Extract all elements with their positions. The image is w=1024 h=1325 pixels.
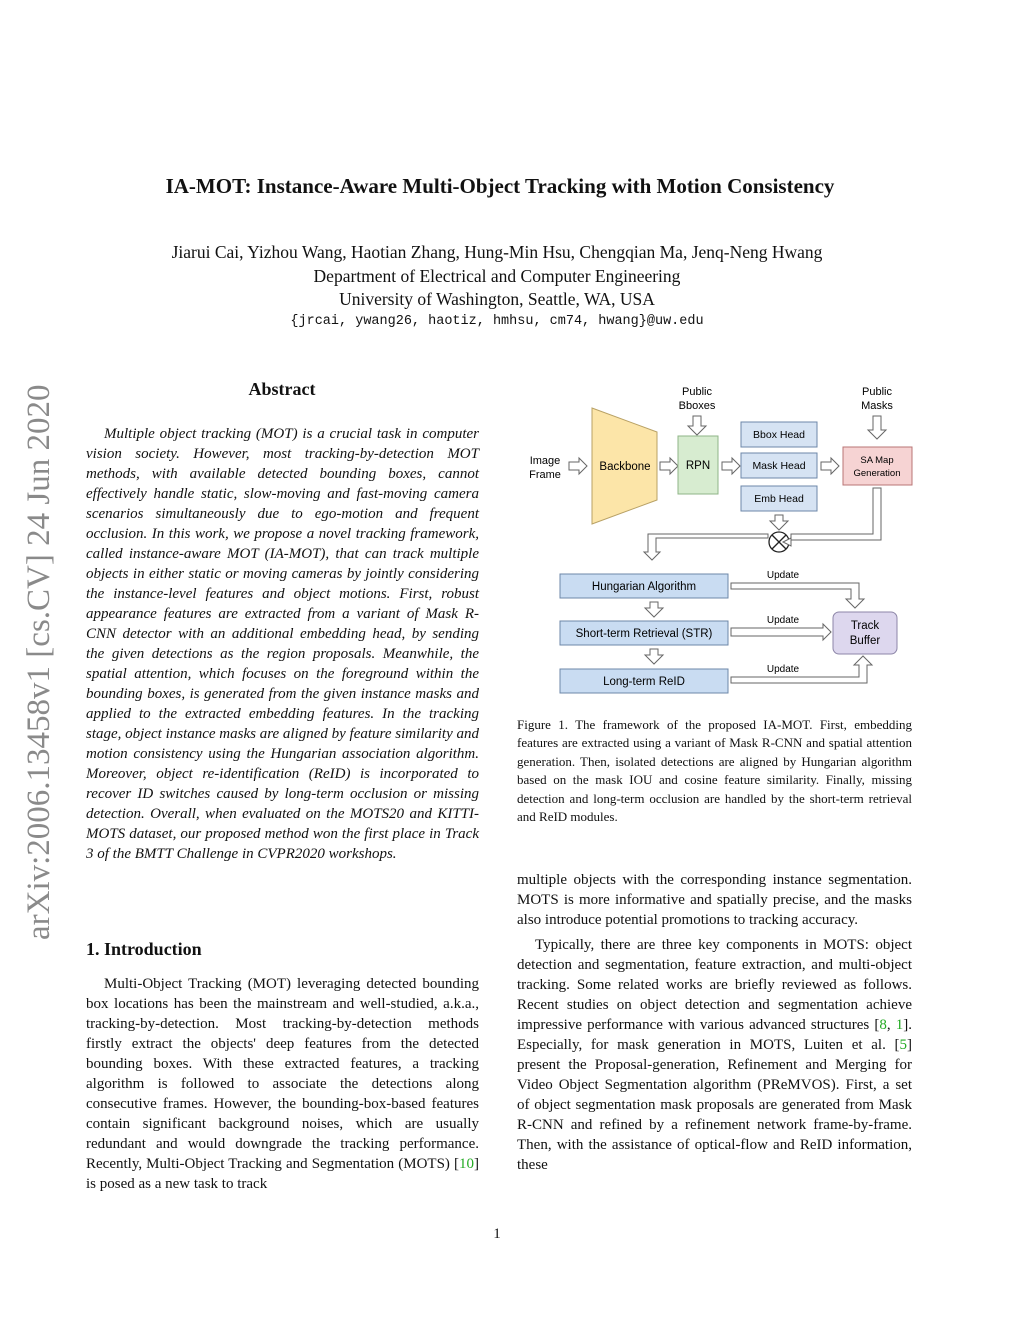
- emb-head-label: Emb Head: [754, 493, 804, 505]
- page-number: 1: [493, 1226, 501, 1242]
- mask-head-label: Mask Head: [752, 460, 806, 472]
- abstract-body: [86, 424, 479, 864]
- abstract-text: Multiple object tracking (MOT) is a crucial task in computer vision society. However, most tracking-by-detection MOT methods, with available detected bounding boxes, cannot effectively handle static, slow-moving and fast-moving camera scenarios simultaneously due to ego-motion and frequent occlusion. In this work, we propose a novel tracking framework, called instance-aware MOT (IA-MOT), that can track multiple objects in either static or moving cameras by jointly considering the instance-level features and object motions. First, robust appearance features are extracted from a variant of Mask R-CNN detector with an additional embedding head, by sending the given detections as the region proposals. Meanwhile, the spatial attention, which focuses on the foreground within the bounding boxes, is generated from the given instance masks and applied to the extracted embedding features. In the tracking stage, object instance masks are aligned by feature similarity and motion consistency using the Hungarian association algorithm. Moreover, object re-identification (ReID) is incorporated to recover ID switches caused by long-term occlusion or missing detection. Overall, when evaluated on the MOTS20 and KITTI-MOTS dataset, our proposed method won the first place in Track 3 of the BMTT Challenge in CVPR2020 workshops.: [86, 426, 479, 862]
- affiliation-department: Department of Electrical and Computer Engineering: [313, 265, 681, 286]
- update-label: Update: [766, 664, 800, 675]
- arxiv-identifier: arXiv:2006.13458v1 [cs.CV] 24 Jun 2020: [21, 384, 57, 940]
- right-arrow-icon: [569, 458, 587, 474]
- str-label: Short-term Retrieval (STR): [575, 628, 713, 640]
- affiliation-university: University of Washington, Seattle, WA, USA: [339, 289, 655, 309]
- track-buffer-label-2: Buffer: [849, 635, 881, 647]
- citation-link[interactable]: 1: [895, 1017, 904, 1033]
- down-arrow-icon: [645, 649, 663, 664]
- down-arrow-icon: [770, 515, 788, 530]
- figure-caption: [517, 716, 912, 826]
- public-masks-label-2: Masks: [861, 400, 893, 412]
- sa-map-label-2: Generation: [853, 468, 901, 479]
- track-buffer-label: Track: [850, 620, 880, 632]
- hungarian-label: Hungarian Algorithm: [591, 581, 697, 593]
- figure-caption-text: Figure 1. The framework of the proposed IA-MOT. First, embedding features are extracted using a variant of Mask R-CNN and spatial attention generation. Then, isolated detections are aligned by Hungarian algorithm based on the mask IOU and cosine feature similarity. Finally, missing detection and long-term occlusion are handled by the short-term retrieval and ReID modules.: [517, 717, 912, 825]
- citation-link[interactable]: 8: [879, 1017, 887, 1033]
- intro-paragraph-2: Typically, there are three key components in MOTS: object detection and segmentation, feature extraction, and multi-object tracking. Some related works are briefly reviewed as follows. Recent studies on object detection and segmentation achieve impressive performance with various advanced structures [8, 1]. Especially, for mask generation in MOTS, Luiten et al. [5] present the Proposal-generation, Refinement and Merging for Video Object Segmentation algorithm (PReMVOS). First, a set of object segmentation mask proposals are generated from Mask R-CNN and refined by a refinement network frame-by-frame. Then, with the assistance of optical-flow and ReID information, these: [517, 937, 912, 1173]
- bent-down-arrow-icon: [644, 534, 768, 560]
- introduction-right-column: [517, 870, 912, 1180]
- citation-link[interactable]: 5: [899, 1037, 907, 1053]
- update-label: Update: [766, 615, 800, 626]
- public-bboxes-label-2: Bboxes: [678, 400, 716, 412]
- intro-paragraph-1-cont: multiple objects with the corresponding instance segmentation. MOTS is more informative and spatially precise, and the masks also introduce potential promotions to tracking accuracy.: [517, 872, 912, 928]
- right-arrow-icon: [722, 458, 740, 474]
- introduction-heading: 1. Introduction: [86, 939, 202, 959]
- reid-label: Long-term ReID: [603, 676, 685, 688]
- down-arrow-icon: [688, 416, 706, 435]
- author-block: [0, 241, 994, 312]
- rpn-label: RPN: [685, 460, 711, 472]
- public-bboxes-label: Public: [682, 386, 712, 398]
- framework-diagram: [517, 378, 917, 698]
- introduction-left-column: [86, 974, 479, 1199]
- bbox-head-label: Bbox Head: [753, 429, 805, 441]
- paper-title: IA-MOT: Instance-Aware Multi-Object Tracking with Motion Consistency: [165, 174, 835, 198]
- image-frame-label-2: Frame: [529, 469, 561, 481]
- down-arrow-icon: [868, 416, 886, 439]
- down-arrow-icon: [645, 602, 663, 617]
- public-masks-label: Public: [862, 386, 892, 398]
- author-list: Jiarui Cai, Yizhou Wang, Haotian Zhang, Hung-Min Hsu, Chengqian Ma, Jenq-Neng Hwang: [171, 242, 823, 262]
- update-arrow: [731, 656, 872, 683]
- backbone-label: Backbone: [599, 461, 651, 473]
- update-arrow: [731, 583, 864, 608]
- update-label: Update: [766, 570, 800, 581]
- author-emails: {jrcai, ywang26, haotiz, hmhsu, cm74, hwang}@uw.edu: [290, 314, 704, 329]
- sa-map-label: SA Map: [860, 455, 894, 466]
- image-frame-label: Image: [529, 455, 561, 467]
- track-buffer-block: [833, 612, 897, 654]
- right-arrow-icon: [660, 458, 678, 474]
- abstract-heading: Abstract: [248, 379, 316, 399]
- citation-link[interactable]: 10: [459, 1156, 474, 1172]
- right-arrow-icon: [821, 458, 839, 474]
- intro-paragraph-1: Multi-Object Tracking (MOT) leveraging detected bounding box locations has been the mainstream and well-studied, a.k.a., tracking-by-detection. Most tracking-by-detection methods firstly extract the objects' deep features from the detected bounding boxes. With these extracted features, a tracking algorithm is followed to associate the detections along consecutive frames. However, the bounding-box-based features contain significant background noises, which are usually redundant and would downgrade the tracking performance. Recently, Multi-Object Tracking and Segmentation (MOTS) [10] is posed as a new task to track: [86, 976, 479, 1192]
- update-arrow: [731, 624, 831, 640]
- sa-map-block: [843, 447, 912, 485]
